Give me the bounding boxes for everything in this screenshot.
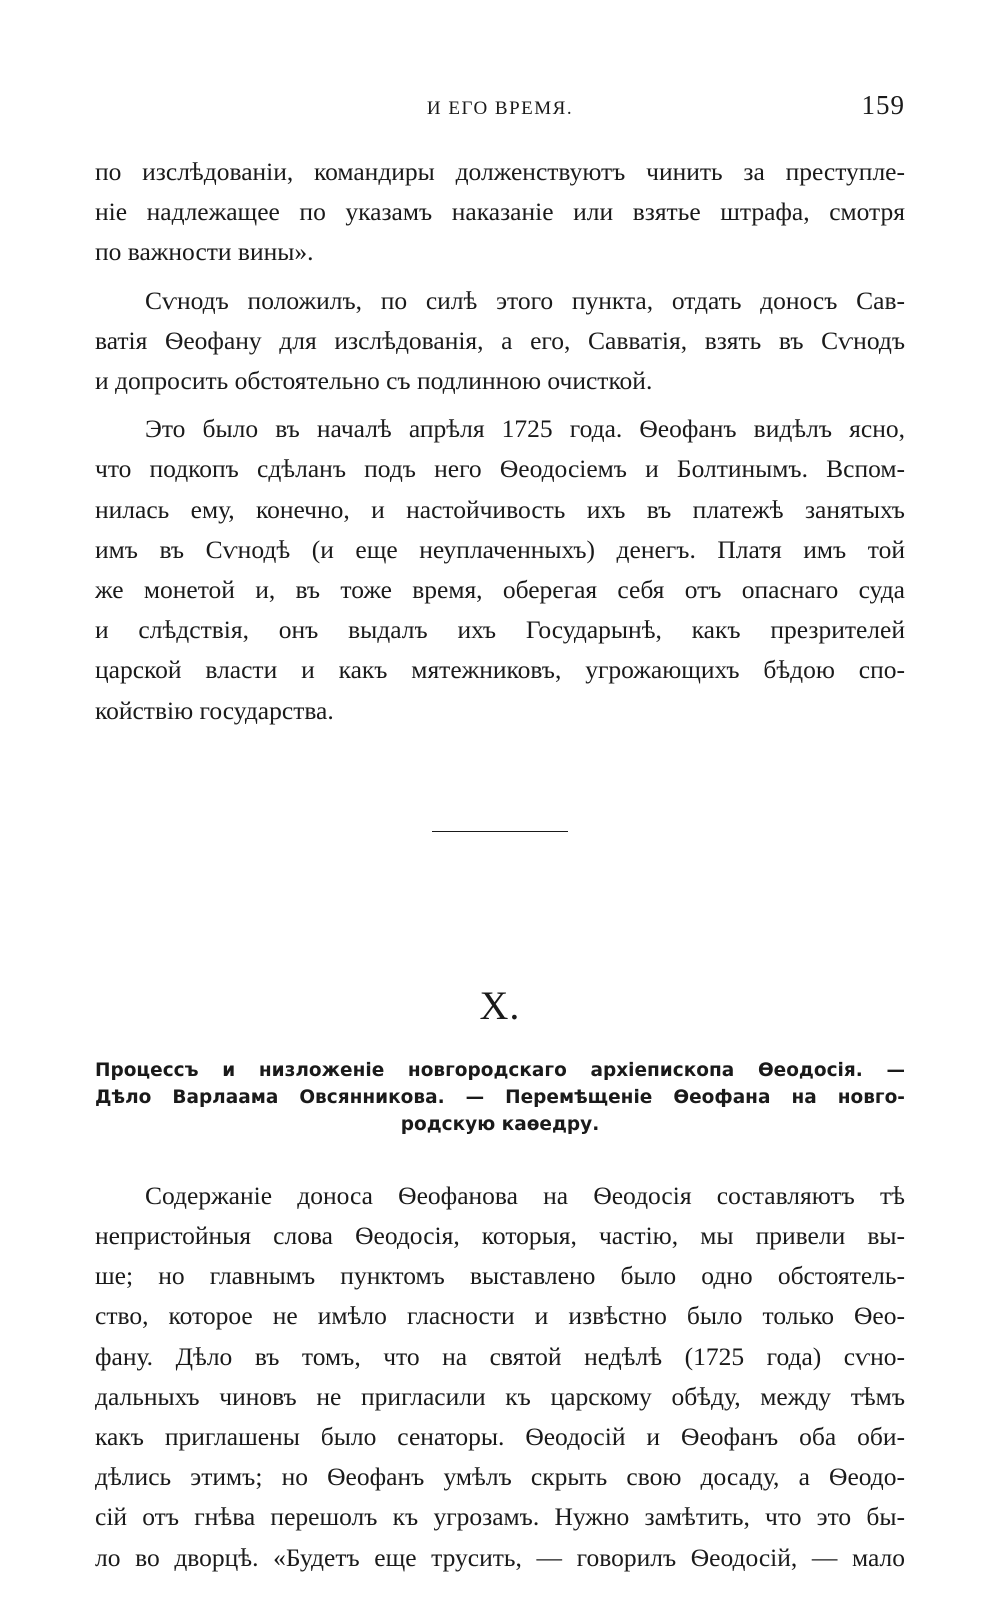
text-line: ватія Ѳеофану для изслѣдованія, а его, Савватія, взять въ Сѵнодъ [95,325,905,355]
text-line: Содержаніе доноса Ѳеофанова на Ѳеодосія составляютъ тѣ [145,1180,905,1210]
text-line: дѣлись этимъ; но Ѳеофанъ умѣлъ скрыть свою досаду, а Ѳеодо- [95,1462,905,1492]
running-head [95,88,905,132]
summary-line: родскую каѳедру. [400,1113,600,1135]
text-line: и слѣдствія, онъ выдалъ ихъ Государынѣ, какъ презрителей [95,615,905,645]
paragraph-3 [95,409,905,731]
section-divider [432,831,568,832]
text-line: же монетой и, въ тоже время, оберегая себя отъ опаснаго суда [95,575,905,605]
text-line: по изслѣдованіи, командиры долженствуютъ чинить за преступле- [95,157,905,186]
text-line: сій отъ гнѣва перешолъ къ угрозамъ. Нужно замѣтить, что это бы- [95,1502,905,1532]
text-line: нилась ему, конечно, и настойчивость ихъ въ платежѣ занятыхъ [95,494,905,524]
book-page [95,88,905,1578]
text-line: какъ приглашены было сенаторы. Ѳеодосій и Ѳеофанъ оба оби- [95,1422,905,1452]
page-number: 159 [861,90,905,120]
text-line: что подкопъ сдѣланъ подъ него Ѳеодосіемъ и Болтинымъ. Вспом- [95,454,905,484]
text-line: имъ въ Сѵнодѣ (и еще неуплаченныхъ) денегъ. Платя имъ той [95,534,905,564]
text-line: Это было въ началѣ апрѣля 1725 года. Ѳеофанъ видѣлъ ясно, [145,414,905,444]
summary-line: Процессъ и низложеніе новгородскаго архіепископа Ѳеодосія. — [95,1059,905,1081]
text-line: непристойныя слова Ѳеодосія, которыя, частію, мы привели вы- [95,1221,905,1251]
text-line: ство, которое не имѣло гласности и извѣстно было только Ѳео- [95,1301,905,1331]
text-line: дальныхъ чиновъ не пригласили къ царскому обѣду, между тѣмъ [95,1381,905,1411]
text-line: и допросить обстоятельно съ подлинною очисткой. [95,366,653,396]
summary-line: Дѣло Варлаама Овсянникова. — Перемѣщеніе Ѳеофана на новго- [95,1086,905,1108]
text-line: ло во дворцѣ. «Будетъ еще трусить, — говорилъ Ѳеодосій, — мало [95,1542,905,1572]
chapter-number: X. [479,982,521,1028]
text-line: ніе надлежащее по указамъ наказаніе или взятье штрафа, смотря [95,197,905,227]
text-line: по важности вины». [95,237,314,267]
running-title: И ЕГО ВРЕМЯ. [426,98,574,119]
text-line: Сѵнодъ положилъ, по силѣ этого пункта, отдать доносъ Сав- [145,285,905,315]
text-line: царской власти и какъ мятежниковъ, угрожающихъ бѣдою спо- [95,655,905,685]
text-line: ше; но главнымъ пунктомъ выставлено было одно обстоятель- [95,1261,905,1291]
paragraph-2 [95,281,905,402]
text-line: койствію государства. [95,695,334,725]
text-line: фану. Дѣло въ томъ, что на святой недѣлѣ (1725 года) сѵно- [95,1341,905,1371]
paragraph-1 [95,152,905,273]
chapter-summary [95,1057,905,1138]
paragraph-4 [95,1176,905,1578]
